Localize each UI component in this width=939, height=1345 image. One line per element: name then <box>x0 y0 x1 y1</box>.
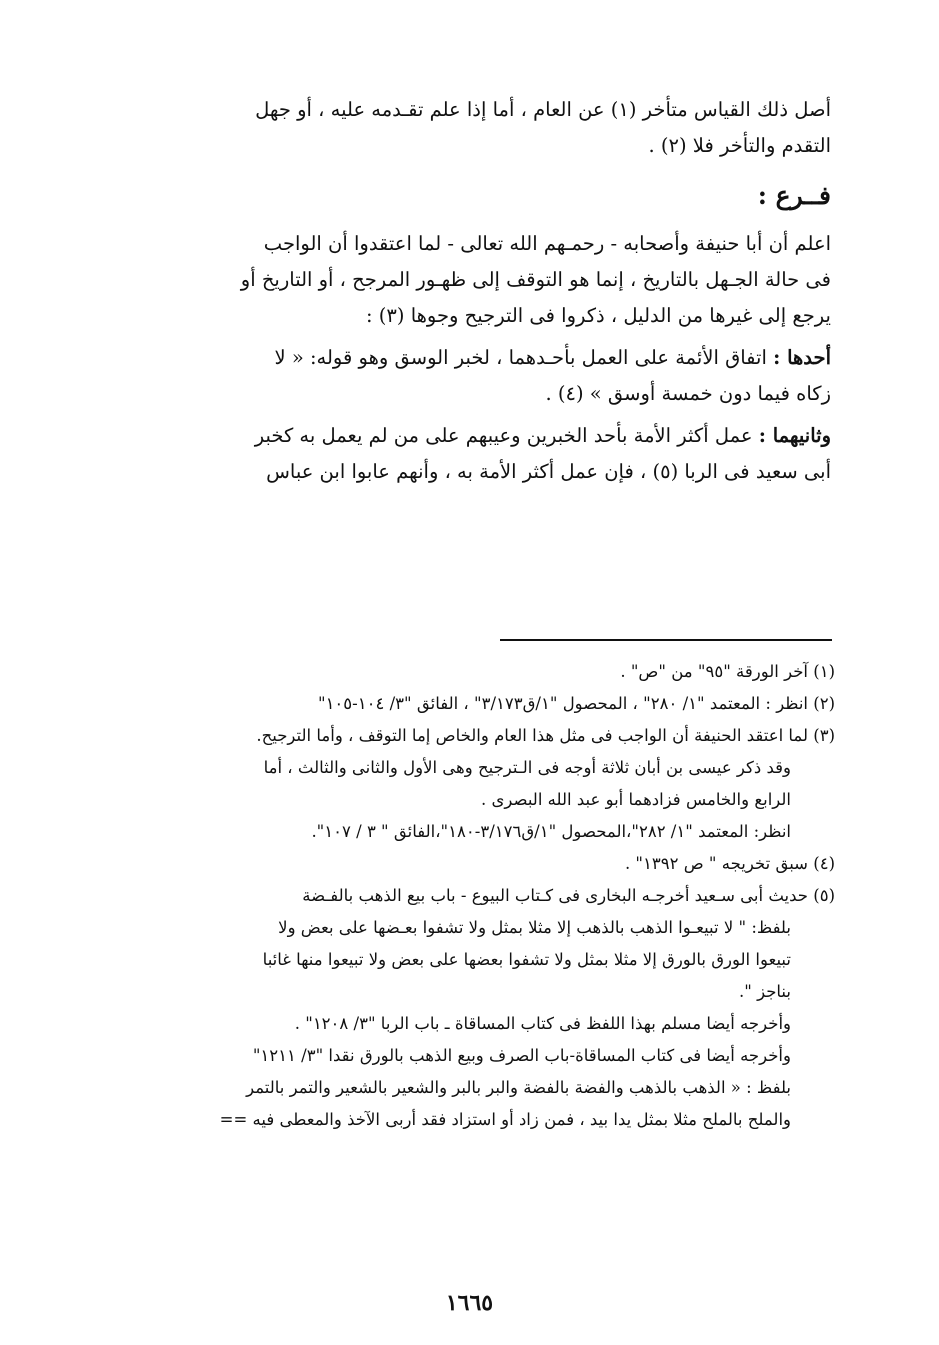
footnote-line: (٤) سبق تخريجه " ص ١٣٩٢" . <box>624 854 835 873</box>
footnote-line: الرابع والخامس فزادهما أبو عبد الله البصرى . <box>481 790 791 809</box>
footnote-line: وقد ذكر عيسى بن أبان ثلاثة أوجه فى الـترجيح وهى الأول والثانى والثالث ، أما <box>263 758 791 777</box>
footnote-line: بلفظ : « الذهب بالذهب والفضة بالفضة والبر بالبر والشعير بالشعير والتمر بالتمر <box>246 1078 791 1097</box>
footnote-line: وأخرجه أيضا فى كتاب المساقاة-باب الصرف وبيع الذهب بالورق نقدا "٣/ ١٢١١" <box>252 1046 791 1065</box>
text-line <box>120 418 831 454</box>
paragraph-lead: أحدها : <box>773 346 831 369</box>
paragraph-lead: وثانيهما : <box>758 424 831 447</box>
footnote-line: (٢) انظر : المعتمد "١/ ٢٨٠" ، المحصول "١/ق٣/١٧٣" ، الفائق "٣/ ١٠٤-١٠٥" <box>317 694 835 713</box>
page-number: ١٦٦٥ <box>445 1290 494 1316</box>
section-heading: فــرع : <box>757 181 831 210</box>
paragraph-3 <box>120 340 831 412</box>
text-run: عمل أكثر الأمة بأحد الخبرين وعيبهم على من لم يعمل به كخبر <box>254 424 753 447</box>
text-run: اتفاق الأئمة على العمل بأحـدهما ، لخبر الوسق وهو قوله: « لا <box>274 346 767 369</box>
paragraph-2 <box>120 226 831 334</box>
text-line: أصل ذلك القياس متأخر (١) عن العام ، أما إذا علم تقـدمه عليه ، أو جهل <box>255 98 831 121</box>
text-line: اعلم أن أبا حنيفة وأصحابه - رحمـهم الله تعالى - لما اعتقدوا أن الواجب <box>263 232 831 255</box>
text-line: يرجع إلى غيرها من الدليل ، ذكروا فى الترجيح وجوها (٣) : <box>366 304 831 327</box>
main-text <box>120 92 831 496</box>
footnote-line: (٥) حديث أبى سـعيد أخرجـه البخارى فى كـتاب البيوع - باب بيع الذهب بالفـضة <box>302 886 835 905</box>
text-line: فى حالة الجـهل بالتاريخ ، إنما هو التوقف إلى ظهـور المرجح ، أو التاريخ أو <box>240 268 831 291</box>
paragraph-1 <box>120 92 831 164</box>
footnote-line: (١) آخر الورقة "٩٥" من "ص" . <box>620 662 835 681</box>
text-line: زكاه فيما دون خمسة أوسق » (٤) . <box>545 382 831 405</box>
footnote-line: تبيعوا الورق بالورق إلا مثلا بمثل ولا تشفوا بعضها على بعض ولا تبيعوا منها غائبا <box>262 950 791 969</box>
footnote-line: (٣) لما اعتقد الحنيفة أن الواجب فى مثل هذا العام والخاص إما التوقف ، وأما الترجيح. <box>256 726 835 745</box>
text-line <box>120 340 831 376</box>
text-line: التقدم والتأخر فلا (٢) . <box>648 134 831 157</box>
footnotes <box>118 656 835 1136</box>
footnote-line: والملح بالملح مثلا بمثل يدا بيد ، فمن زاد أو استزاد فقد أربى الآخذ والمعطى فيه == <box>219 1110 791 1129</box>
footnote-separator <box>500 639 832 641</box>
footnote-line: وأخرجه أيضا مسلم بهذا اللفظ فى كتاب المساقاة ـ باب الربا "٣/ ١٢٠٨" . <box>294 1014 791 1033</box>
footnote-line: انظر: المعتمد "١/ ٢٨٢"،المحصول "١/ق٣/١٧٦-١٨٠"،الفائق " ٣ / ١٠٧". <box>311 822 791 841</box>
paragraph-4 <box>120 418 831 490</box>
footnote-line: بناجز ". <box>739 982 791 1001</box>
text-line: أبى سعيد فى الربا (٥) ، فإن عمل أكثر الأمة به ، وأنهم عابوا ابن عباس <box>266 460 831 483</box>
footnote-line: بلفظ: " لا تبيعـوا الذهب بالذهب إلا مثلا بمثل ولا تشفوا بعـضها على بعض ولا <box>278 918 791 937</box>
